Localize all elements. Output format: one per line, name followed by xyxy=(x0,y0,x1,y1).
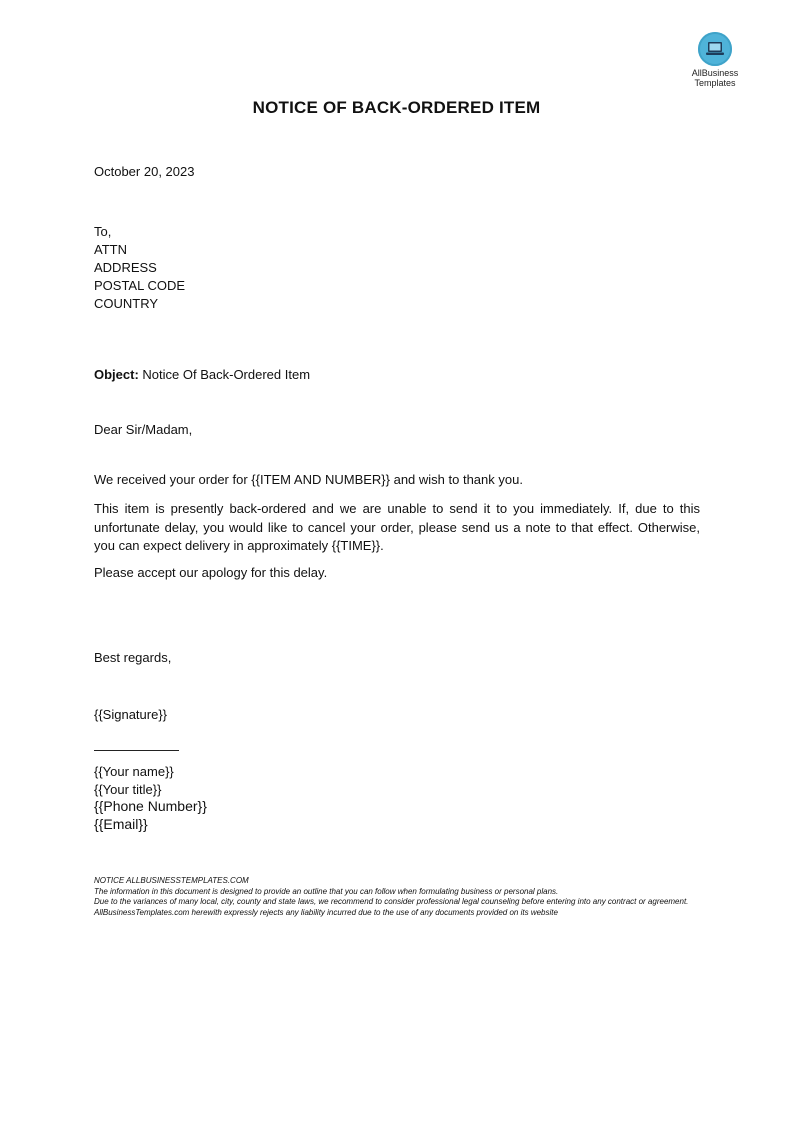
logo-text-line1: AllBusiness xyxy=(691,68,739,78)
sender-name: {{Your name}} xyxy=(94,764,174,779)
object-text: Notice Of Back-Ordered Item xyxy=(142,367,311,382)
signature-line xyxy=(94,750,179,751)
object-label: Object: xyxy=(94,367,139,382)
disclaimer-line-3: Due to the variances of many local, city, county and state laws, we recommend to consider professional legal counseling before entering into any contract or agreement. AllBusinessTemplates.com herewith expressly rejects any liability incurred due to the use of any documents provided on its website xyxy=(94,897,689,917)
sender-email: {{Email}} xyxy=(94,816,148,832)
sender-phone: {{Phone Number}} xyxy=(94,798,207,814)
body-paragraph-2: This item is presently back-ordered and we are unable to send it to you immediately. If, due to this unfortunate delay, you would like to cancel your order, please send us a note to that effect. Otherwise, you can expect delivery in approximately {{TIME}}. xyxy=(94,501,700,553)
closing: Best regards, xyxy=(94,650,172,665)
sender-title: {{Your title}} xyxy=(94,782,162,797)
body-paragraph-1: We received your order for {{ITEM AND NUMBER}} and wish to thank you. xyxy=(94,472,523,487)
body-paragraph-3: Please accept our apology for this delay. xyxy=(94,565,328,580)
disclaimer-line-1: NOTICE ALLBUSINESSTEMPLATES.COM xyxy=(94,876,249,885)
salutation: Dear Sir/Madam, xyxy=(94,422,193,437)
recipient-to: To, xyxy=(94,224,112,239)
recipient-attn: ATTN xyxy=(94,242,127,257)
disclaimer xyxy=(94,876,704,918)
recipient-address: ADDRESS xyxy=(94,260,157,275)
letter-date: October 20, 2023 xyxy=(94,164,195,179)
brand-logo xyxy=(680,32,750,88)
disclaimer-line-2: The information in this document is designed to provide an outline that you can follow when formulating business or personal plans. xyxy=(94,886,559,896)
recipient-postal-code: POSTAL CODE xyxy=(94,278,186,293)
document-title: NOTICE OF BACK-ORDERED ITEM xyxy=(252,98,541,117)
signature-placeholder: {{Signature}} xyxy=(94,707,168,722)
recipient-country: COUNTRY xyxy=(94,296,159,311)
laptop-icon xyxy=(698,32,732,66)
object-line xyxy=(94,367,310,382)
logo-text-line2: Templates xyxy=(694,78,736,88)
